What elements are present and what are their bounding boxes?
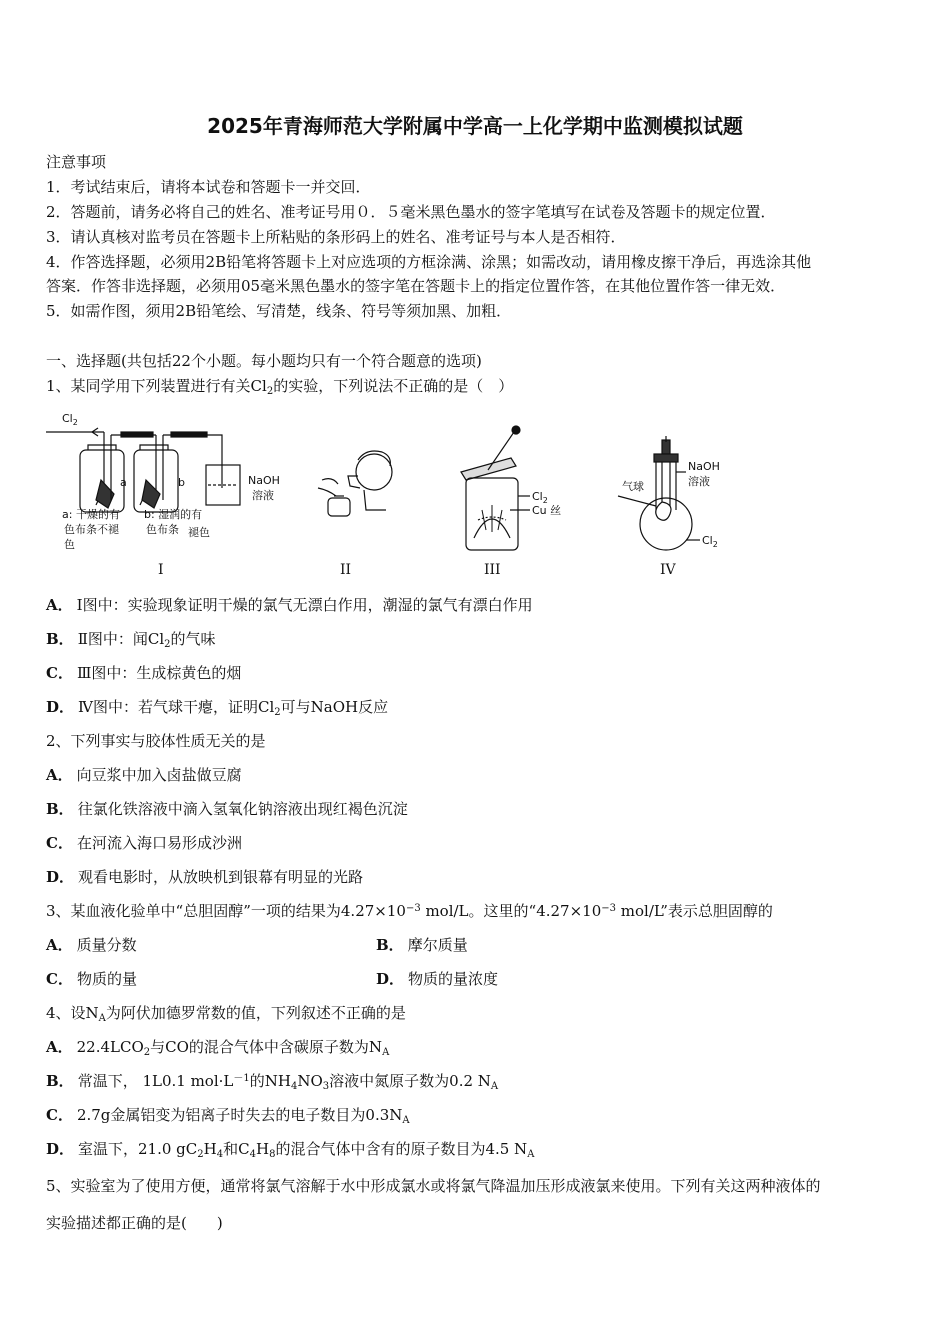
q4-option-c: C． 2.7g金属铝变为铝离子时失去的电子数目为$0.3N_A$ xyxy=(46,1106,410,1126)
q4-stem: 4、设$N_A$为阿伏加德罗常数的值，下列叙述不正确的是 xyxy=(46,1004,406,1024)
q1-stem: 1、某同学用下列装置进行有关$Cl_2$的实验，下列说法不正确的是（ ） xyxy=(46,377,514,397)
q1-option-c: C． Ⅲ图中：生成棕黄色的烟 xyxy=(46,664,242,682)
caption-b-1: b: 湿润的有 xyxy=(144,508,203,521)
caption-a-1: a: 干燥的有 xyxy=(62,508,120,521)
apparatus-4-drawing xyxy=(618,436,700,550)
iii-cu-label: Cu 丝 xyxy=(532,504,562,517)
figure-label-iv: IV xyxy=(660,562,676,578)
apparatus-1-drawing xyxy=(46,428,240,512)
q2-option-d: D． 观看电影时，从放映机到银幕有明显的光路 xyxy=(46,868,364,886)
q5-stem-line-2: 实验描述都正确的是( ) xyxy=(46,1214,223,1232)
notice-heading: 注意事项 xyxy=(46,153,107,171)
notice-item-4-cont: 答案．作答非选择题，必须用05毫米黑色墨水的签字笔在答题卡上的指定位置作答，在其他位置作答一律无效． xyxy=(46,277,786,295)
q3-stem: 3、某血液化验单中“总胆固醇”一项的结果为$4.27\times 10^{-3}$ mol/L。这里的“$4.27\times 10^{-3}$ mol/L”表示总胆固醇的 xyxy=(46,902,773,920)
q4-option-d: D． 室温下，21.0 $gC_2H_4$和$C_4H_8$的混合气体中含有的原子数目为4.5 $N_A$ xyxy=(46,1140,535,1160)
iv-naoh-label: NaOH xyxy=(688,460,720,473)
cl2-inlet-label: $Cl_2$ xyxy=(62,412,78,427)
figure-label-iii: III xyxy=(484,562,501,578)
iv-cl2-label: $Cl_2$ xyxy=(702,534,718,549)
iv-naoh-solution-label: 溶液 xyxy=(688,475,710,488)
label-b: b xyxy=(178,476,185,489)
section-heading: 一、选择题(共包括22个小题。每小题均只有一个符合题意的选项) xyxy=(46,352,482,370)
figure-label-i: I xyxy=(158,562,164,578)
q2-option-a: A． 向豆浆中加入卤盐做豆腐 xyxy=(46,766,242,784)
apparatus-2-drawing xyxy=(318,451,392,516)
q2-option-b: B． 往氯化铁溶液中滴入氢氧化钠溶液出现红褐色沉淀 xyxy=(46,800,408,818)
q1-apparatus-figure xyxy=(46,410,906,585)
figure-label-ii: II xyxy=(340,562,352,578)
q2-stem: 2、下列事实与胶体性质无关的是 xyxy=(46,732,266,750)
iv-balloon-label: 气球 xyxy=(622,480,644,493)
page-title: 2025年青海师范大学附属中学高一上化学期中监测模拟试题 xyxy=(207,114,743,138)
caption-b-3: 褪色 xyxy=(188,526,210,539)
label-a: a xyxy=(120,476,127,489)
notice-item-2: 2．答题前，请务必将自己的姓名、准考证号用０．５毫米黑色墨水的签字笔填写在试卷及答题卡的规定位置． xyxy=(46,203,776,221)
iii-cl2-label: $Cl_2$ xyxy=(532,490,548,505)
q3-option-a: A． 质量分数 xyxy=(46,936,137,954)
caption-b-2: 色布条 xyxy=(146,523,179,536)
notice-item-4: 4．作答选择题，必须用2B铅笔将答题卡上对应选项的方框涂满、涂黑；如需改动，请用橡皮擦干净后，再选涂其他 xyxy=(46,253,812,271)
q1-option-a: A． Ⅰ图中：实验现象证明干燥的氯气无漂白作用，潮湿的氯气有漂白作用 xyxy=(46,596,533,614)
caption-a-2: 色布条不褪 xyxy=(64,523,119,536)
notice-item-5: 5．如需作图，须用2B铅笔绘、写清楚，线条、符号等须加黑、加粗． xyxy=(46,302,512,320)
q1-option-d: D． Ⅳ图中：若气球干瘪，证明$Cl_2$可与NaOH反应 xyxy=(46,698,389,718)
q4-option-b: B． 常温下， 1L0.1 $mol\cdot L^{-1}$的$NH_4NO_3$溶液中氮原子数为0.2 $N_A$ xyxy=(46,1072,499,1092)
notice-item-3: 3．请认真核对监考员在答题卡上所粘贴的条形码上的姓名、准考证号与本人是否相符． xyxy=(46,228,626,246)
q4-option-a: A． $22.4LCO_2$与CO的混合气体中含碳原子数为$N_A$ xyxy=(46,1038,390,1058)
q3-option-d: D． 物质的量浓度 xyxy=(376,970,499,988)
q1-option-b: B． Ⅱ图中：闻$Cl_2$的气味 xyxy=(46,630,216,650)
q5-stem-line-1: 5、实验室为了使用方便，通常将氯气溶解于水中形成氯水或将氯气降温加压形成液氯来使用。下列有关这两种液体的 xyxy=(46,1177,821,1195)
notice-item-1: 1．考试结束后，请将本试卷和答题卡一并交回． xyxy=(46,178,371,196)
apparatus-3-drawing xyxy=(461,426,530,550)
q2-option-c: C． 在河流入海口易形成沙洲 xyxy=(46,834,242,852)
naoh-solution-label-1: 溶液 xyxy=(252,489,274,502)
q3-option-c: C． 物质的量 xyxy=(46,970,137,988)
naoh-label-1: NaOH xyxy=(248,474,280,487)
caption-a-3: 色 xyxy=(64,538,75,551)
q3-option-b: B． 摩尔质量 xyxy=(376,936,468,954)
